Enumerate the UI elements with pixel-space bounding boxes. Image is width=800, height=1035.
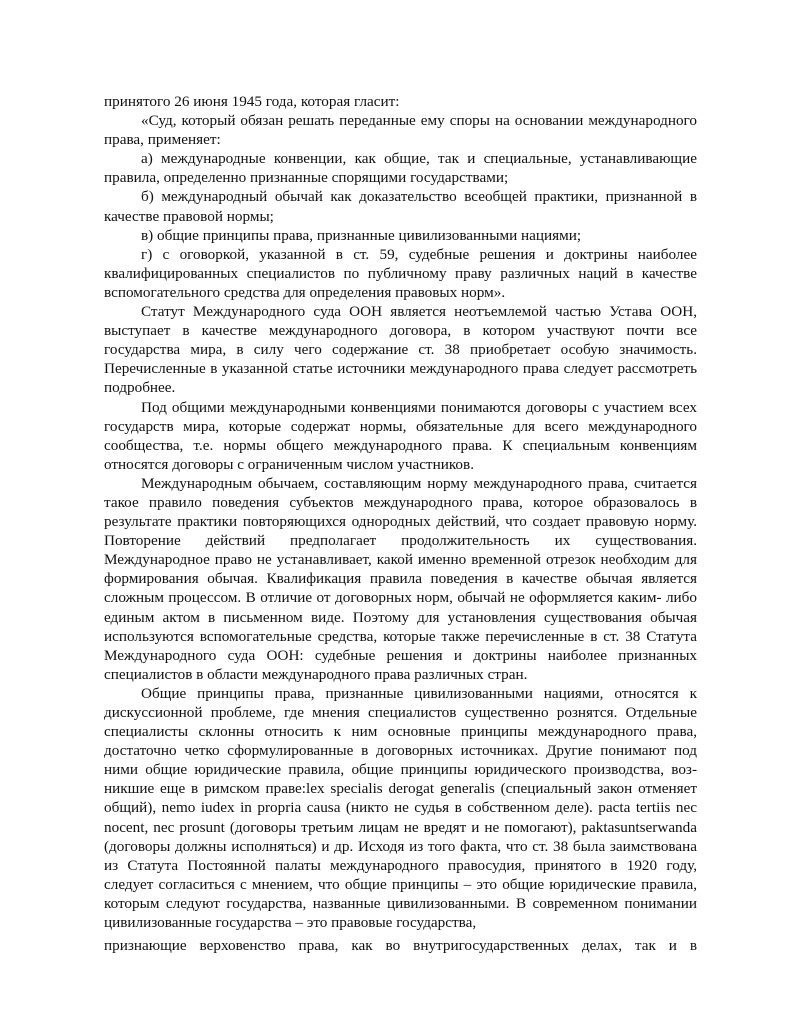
paragraph-final-line: признающие верховенство права, как во внутригосударственных делах, так и в [104, 937, 697, 955]
paragraph-quote-intro: «Суд, который обязан решать переданные ему споры на основании международного права, применяет: [104, 112, 697, 149]
paragraph-continuation: принятого 26 июня 1945 года, которая гласит: [104, 93, 400, 110]
paragraph-item-g: г) с оговоркой, указанной в ст. 59, судебные решения и доктрины наиболее квалифицированных специалистов по публичному праву различных наций в качестве вспомогательного средства для определения правовых норм». [104, 245, 697, 301]
paragraph-item-b: б) международный обычай как доказательство всеобщей практики, признанной в качестве правовой нормы; [104, 188, 697, 225]
paragraph-general-principles: Общие принципы права, признанные цивилизованными нациями, относятся к дискуссионной проблеме, где мнения специалистов существенно рознятся. Отдельные специалисты склонны относить к ним основные принципы международного права, достаточно четко сформулированные в договорных источниках. Другие понимают под ними общие юридические правила, общие принципы юридического производства, возникшие еще в римском праве:lex specialis derogat generalis (специальный закон отменяет общий), nemo iudex in propria causa (никто не судья в собственном деле). pacta tertiis nec nocent, nec prosunt (договоры третьим лицам не вредят и не помогают), paktasuntserwanda (договоры должны исполняться) и др. Исходя из того факта, что ст. 38 была заимствована из Статута Постоянной палаты международного правосудия, принятого в 1920 году, следует согласиться с мнением, что общие принципы – это общие юридические правила, которым следуют государства, названные цивилизованными. В современном понимании цивилизованные государства – это правовые государства, [104, 684, 697, 932]
document-page [104, 92, 697, 955]
paragraph-custom: Международным обычаем, составляющим норму международного права, считается такое правило поведения субъектов международного права, которое образовалось в результате практики повторяющихся однородных действий, что создает правовую норму. Повторение действий предполагает продолжительность их существования. Международное право не устанавливает, какой именно временной отрезок необходим для формирования обычая. Квалификация правила поведения в качестве обычая является сложным процессом. В отличие от договорных норм, обычай не оформляется каким- либо единым актом в письменном виде. Поэтому для установления существования обычая используются вспомогательные средства, которые также перечисленные в ст. 38 Статута Международного суда ООН: судебные решения и доктрины наиболее признанных специалистов в области международного права различных стран. [104, 474, 697, 683]
paragraph-conventions: Под общими международными конвенциями понимаются договоры с участием всех государств мира, которые содержат нормы, обязательные для всего международного сообщества, т.е. нормы общего международного права. К специальным конвенциям относятся договоры с ограниченным числом участников. [104, 398, 697, 473]
paragraph-statute: Статут Международного суда ООН является неотъемлемой частью Устава ООН, выступает в качестве международного договора, в котором участвуют почти все государства мира, в силу чего содержание ст. 38 приобретает особую значимость. Перечисленные в указанной статье источники международного права следует рассмотреть подробнее. [104, 303, 697, 397]
paragraph-item-v: в) общие принципы права, признанные цивилизованными нациями; [141, 226, 582, 244]
paragraph-item-a: а) международные конвенции, как общие, так и специальные, устанавливающие правила, определенно признанные спорящими государствами; [104, 150, 697, 187]
